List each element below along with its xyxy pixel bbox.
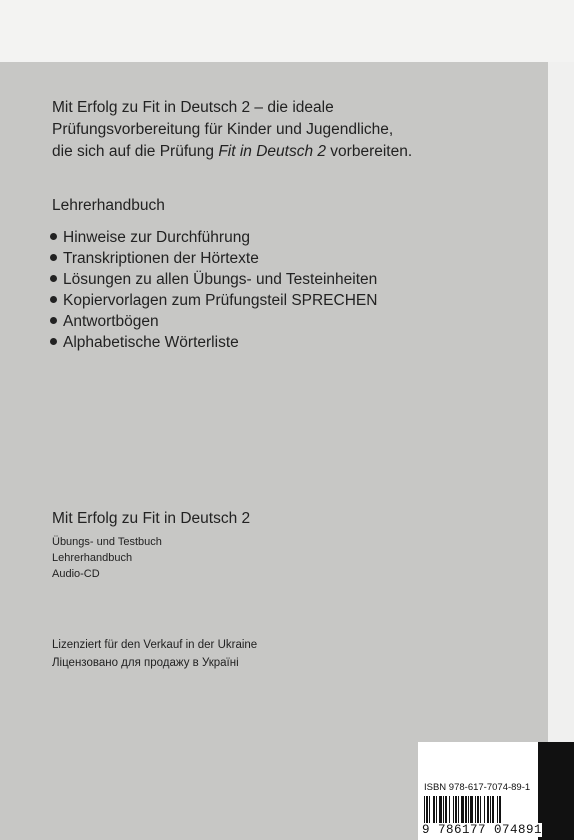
bullet-icon: [50, 338, 57, 345]
bullet-icon: [50, 233, 57, 240]
list-item: [50, 311, 377, 332]
list-item-label: Alphabetische Wörterliste: [63, 334, 239, 351]
bullet-icon: [50, 254, 57, 261]
intro-paragraph: [52, 97, 442, 163]
list-item: [50, 269, 377, 290]
black-edge-bar: [538, 742, 574, 840]
intro-line-3-end: vorbereiten.: [326, 143, 413, 160]
list-item-label: Antwortbögen: [63, 313, 159, 330]
bullet-icon: [50, 296, 57, 303]
product-title: Mit Erfolg zu Fit in Deutsch 2: [52, 510, 251, 527]
license-ukrainian: Ліцензовано для продажу в Україні: [52, 657, 239, 669]
list-item-label: Transkriptionen der Hörtexte: [63, 250, 259, 267]
isbn-label: ISBN 978-617-7074-89-1: [424, 782, 531, 793]
handbook-heading: Lehrerhandbuch: [52, 197, 165, 214]
exam-title-italic: Fit in Deutsch 2: [218, 143, 326, 160]
license-notice: [52, 636, 257, 672]
list-item-label: Kopiervorlagen zum Prüfungsteil SPRECHEN: [63, 292, 378, 309]
intro-line-3: [52, 141, 442, 163]
back-cover: [0, 62, 548, 840]
list-item: [50, 248, 377, 269]
list-item-label: Lösungen zu allen Übungs- und Testeinheiten: [63, 271, 378, 288]
list-item: [50, 227, 377, 248]
product-components-list: [52, 534, 162, 582]
intro-line-3-start: die sich auf die Prüfung: [52, 143, 219, 160]
list-item: Audio-CD: [52, 568, 100, 580]
bullet-icon: [50, 275, 57, 282]
list-item: Übungs- und Testbuch: [52, 536, 162, 548]
barcode-digits: 9 786177 074891: [422, 823, 543, 837]
right-margin: [548, 62, 574, 840]
list-item: [50, 332, 377, 353]
license-german: Lizenziert für den Verkauf in der Ukraine: [52, 639, 258, 651]
top-margin: [0, 0, 574, 62]
list-item: [50, 290, 377, 311]
list-item: Lehrerhandbuch: [52, 552, 133, 564]
handbook-contents-list: [50, 227, 377, 353]
intro-line-1: Mit Erfolg zu Fit in Deutsch 2 – die ideale: [52, 99, 334, 116]
intro-line-2: Prüfungsvorbereitung für Kinder und Jugendliche,: [52, 121, 394, 138]
bullet-icon: [50, 317, 57, 324]
list-item-label: Hinweise zur Durchführung: [63, 229, 250, 246]
